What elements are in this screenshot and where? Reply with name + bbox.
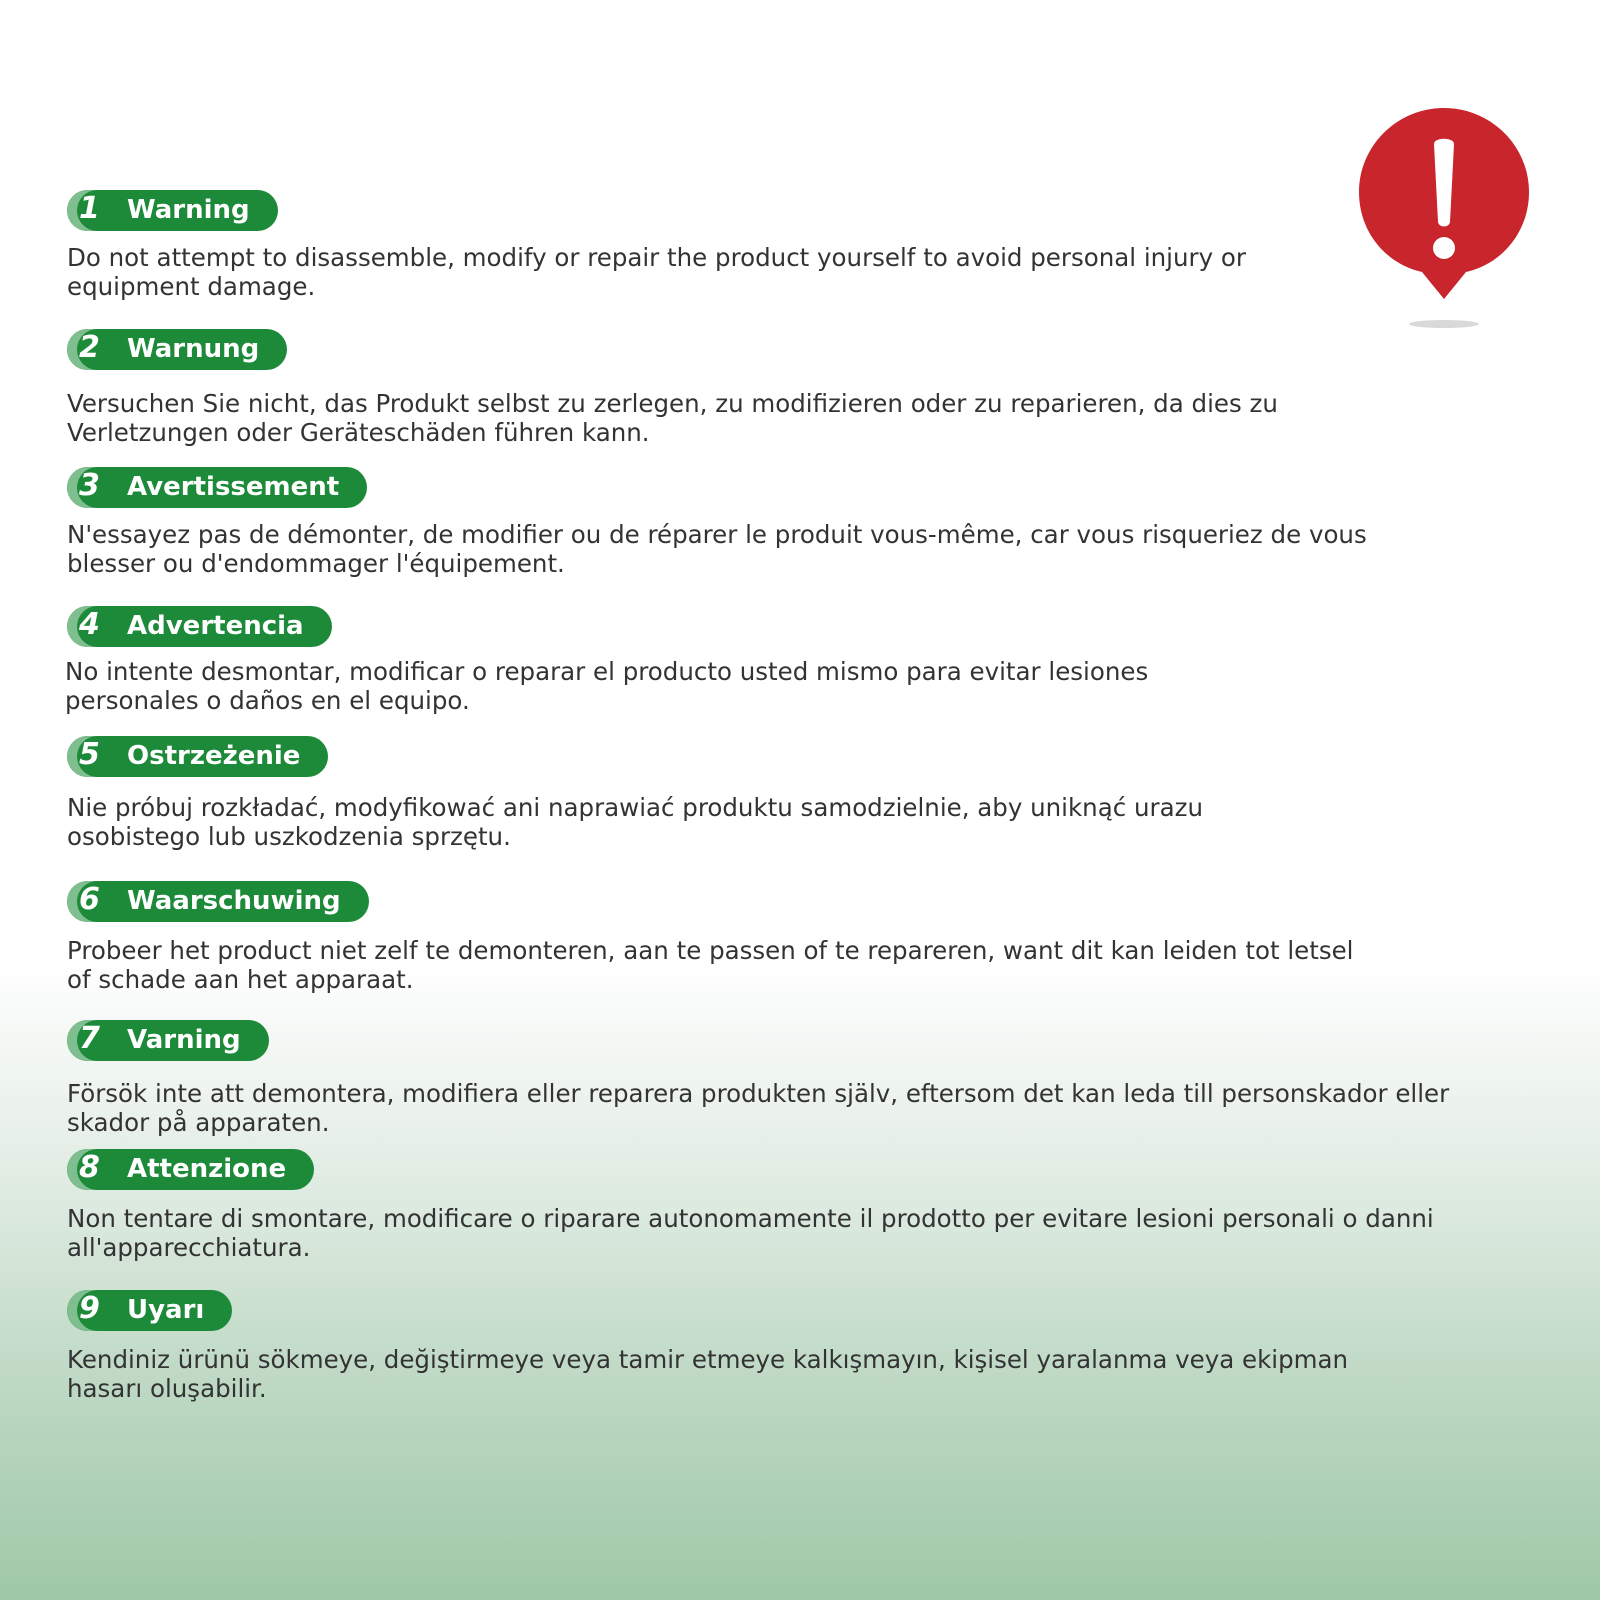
warning-badge-4 bbox=[67, 606, 332, 647]
warning-text-1: Do not attempt to disassemble, modify or repair the product yourself to avoid personal injury or equipment damage. bbox=[67, 243, 1246, 301]
warning-item-7 bbox=[67, 1020, 1450, 1137]
warning-badge-7 bbox=[67, 1020, 269, 1061]
badge-number: 8 bbox=[79, 1150, 100, 1185]
exclamation-pin-svg bbox=[1356, 104, 1536, 334]
warning-item-2 bbox=[67, 329, 1387, 447]
warning-badge-6 bbox=[67, 881, 369, 922]
badge-number: 5 bbox=[79, 737, 100, 772]
badge-title: Ostrzeżenie bbox=[127, 741, 301, 771]
warning-item-5 bbox=[67, 736, 1387, 851]
badge-title: Advertencia bbox=[127, 611, 304, 641]
badge-number: 1 bbox=[79, 191, 100, 226]
badge-title: Avertissement bbox=[127, 472, 340, 502]
warning-badge-2 bbox=[67, 329, 287, 370]
exclamation-pin-icon bbox=[1356, 104, 1536, 334]
warning-badge-5 bbox=[67, 736, 328, 777]
badge-title: Attenzione bbox=[127, 1154, 287, 1184]
warning-item-4 bbox=[67, 606, 1387, 715]
badge-number: 7 bbox=[79, 1021, 100, 1056]
warning-badge-1 bbox=[67, 190, 278, 231]
pin-shadow bbox=[1409, 320, 1479, 328]
warning-text-7: Försök inte att demontera, modifiera eller reparera produkten själv, eftersom det kan leda till personskador eller skador på apparaten. bbox=[67, 1079, 1450, 1137]
warning-text-8: Non tentare di smontare, modificare o riparare autonomamente il prodotto per evitare lesioni personali o danni all'apparecchiatura. bbox=[67, 1204, 1434, 1262]
warning-text-5: Nie próbuj rozkładać, modyfikować ani naprawiać produktu samodzielnie, aby uniknąć urazu osobistego lub uszkodzenia sprzętu. bbox=[67, 793, 1203, 851]
badge-number: 3 bbox=[79, 468, 100, 503]
warning-item-1 bbox=[67, 190, 1387, 301]
badge-title: Warnung bbox=[127, 334, 260, 364]
badge-number: 4 bbox=[79, 607, 100, 642]
warning-text-4: No intente desmontar, modificar o reparar el producto usted mismo para evitar lesiones personales o daños en el equipo. bbox=[65, 657, 1149, 715]
warning-item-8 bbox=[67, 1149, 1434, 1262]
warning-text-6: Probeer het product niet zelf te demonteren, aan te passen of te repareren, want dit kan leiden tot letsel of schade aan het apparaat. bbox=[67, 936, 1354, 994]
warning-badge-3 bbox=[67, 467, 367, 508]
badge-title: Varning bbox=[127, 1025, 241, 1055]
warning-badge-8 bbox=[67, 1149, 314, 1190]
exclamation-dot bbox=[1433, 237, 1455, 259]
warning-item-6 bbox=[67, 881, 1387, 994]
badge-number: 6 bbox=[79, 882, 100, 917]
badge-title: Warning bbox=[127, 195, 250, 225]
badge-title: Waarschuwing bbox=[127, 886, 341, 916]
warning-badge-9 bbox=[67, 1290, 232, 1331]
warning-item-9 bbox=[67, 1290, 1387, 1403]
badge-number: 2 bbox=[79, 330, 100, 365]
warning-text-2: Versuchen Sie nicht, das Produkt selbst zu zerlegen, zu modifizieren oder zu reparieren, da dies zu Verletzungen oder Geräteschäden führen kann. bbox=[67, 389, 1278, 447]
badge-number: 9 bbox=[79, 1291, 100, 1326]
badge-title: Uyarı bbox=[127, 1295, 205, 1325]
warning-item-3 bbox=[67, 467, 1387, 578]
warning-text-9: Kendiniz ürünü sökmeye, değiştirmeye veya tamir etmeye kalkışmayın, kişisel yaralanma veya ekipman hasarı oluşabilir. bbox=[67, 1345, 1349, 1403]
warning-text-3: N'essayez pas de démonter, de modifier ou de réparer le produit vous-même, car vous risqueriez de vous blesser ou d'endommager l'équipement. bbox=[67, 520, 1367, 578]
